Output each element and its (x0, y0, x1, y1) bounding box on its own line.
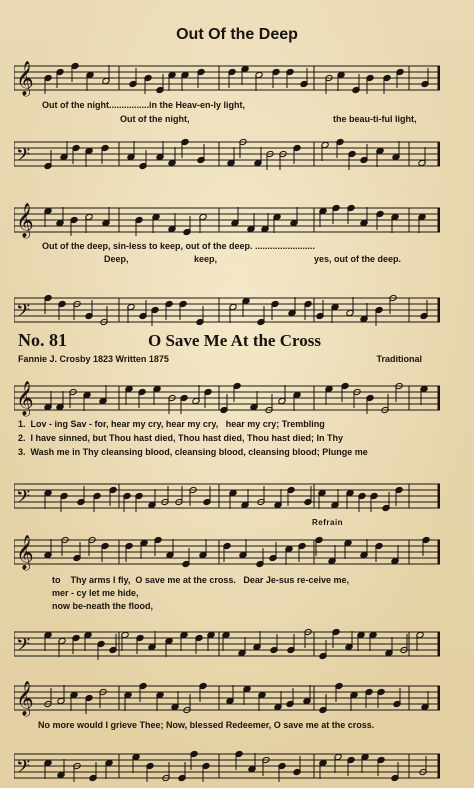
bass-staff (14, 474, 440, 512)
svg-text:𝄞: 𝄞 (16, 203, 34, 238)
svg-text:𝄞: 𝄞 (16, 535, 34, 570)
lyric-line: mer - cy let me hide, (52, 588, 139, 598)
treble-staff (14, 56, 440, 96)
svg-text:𝄞: 𝄞 (16, 61, 34, 96)
svg-text:𝄞: 𝄞 (16, 381, 34, 416)
svg-text:𝄢: 𝄢 (16, 145, 31, 170)
svg-text:𝄢: 𝄢 (16, 757, 31, 782)
staff-lines (14, 56, 440, 100)
bass-staff (14, 288, 440, 326)
author-credit: Fannie J. Crosby 1823 Written 1875 (18, 354, 169, 364)
svg-text:𝄢: 𝄢 (16, 487, 31, 512)
lyric-line: Out of the deep, sin-less to keep, out of the deep. ........................ (42, 241, 316, 251)
lyric-line: now be-neath the flood, (52, 601, 153, 611)
treble-staff (14, 530, 440, 570)
bass-staff (14, 132, 440, 170)
staff-lines (14, 132, 440, 176)
staff-lines (14, 474, 440, 518)
lyric-line: No more would I grieve Thee; Now, blessed Redeemer, O save me at the cross. (38, 720, 375, 730)
verse-line: 3. Wash me in Thy cleansing blood, cleansing blood, cleansing blood; Plunge me (18, 447, 368, 457)
staff-lines (14, 676, 440, 720)
verse-line: 2. I have sinned, but Thou hast died, Thou hast died, Thou hast died; In Thy (18, 433, 344, 443)
svg-text:𝄢: 𝄢 (16, 301, 31, 326)
hymn-title: O Save Me At the Cross (148, 331, 321, 350)
treble-staff (14, 198, 440, 238)
lyric-line: Out of the night................in the Heav-en-ly light, (42, 100, 246, 110)
lyric-line: the beau-ti-ful light, (333, 114, 417, 124)
refrain-label: Refrain (312, 518, 344, 527)
hymn-title: Out Of the Deep (176, 26, 298, 43)
lyric-line: to Thy arms I fly, O save me at the cross. Dear Je-sus re-ceive me, (52, 575, 349, 585)
staff-lines (14, 198, 440, 242)
bass-staff (14, 622, 440, 660)
hymn-number: No. 81 (18, 330, 67, 350)
tune-credit: Traditional (376, 354, 422, 364)
treble-staff (14, 676, 440, 716)
treble-staff (14, 376, 440, 416)
lyric-line: Out of the night, (120, 114, 190, 124)
lyric-line: yes, out of the deep. (314, 254, 402, 264)
staff-lines (14, 288, 440, 332)
svg-text:𝄞: 𝄞 (16, 681, 34, 716)
lyric-line: Deep, (104, 254, 129, 264)
verse-line: 1. Lov - ing Sav - for, hear my cry, hear my cry, hear my cry; Trembling (18, 419, 325, 429)
staff-lines (14, 530, 440, 574)
staff-lines (14, 376, 440, 420)
staff-lines (14, 744, 440, 788)
svg-text:𝄢: 𝄢 (16, 635, 31, 660)
lyric-line: keep, (194, 254, 218, 264)
bass-staff (14, 744, 440, 782)
staff-lines (14, 622, 440, 666)
